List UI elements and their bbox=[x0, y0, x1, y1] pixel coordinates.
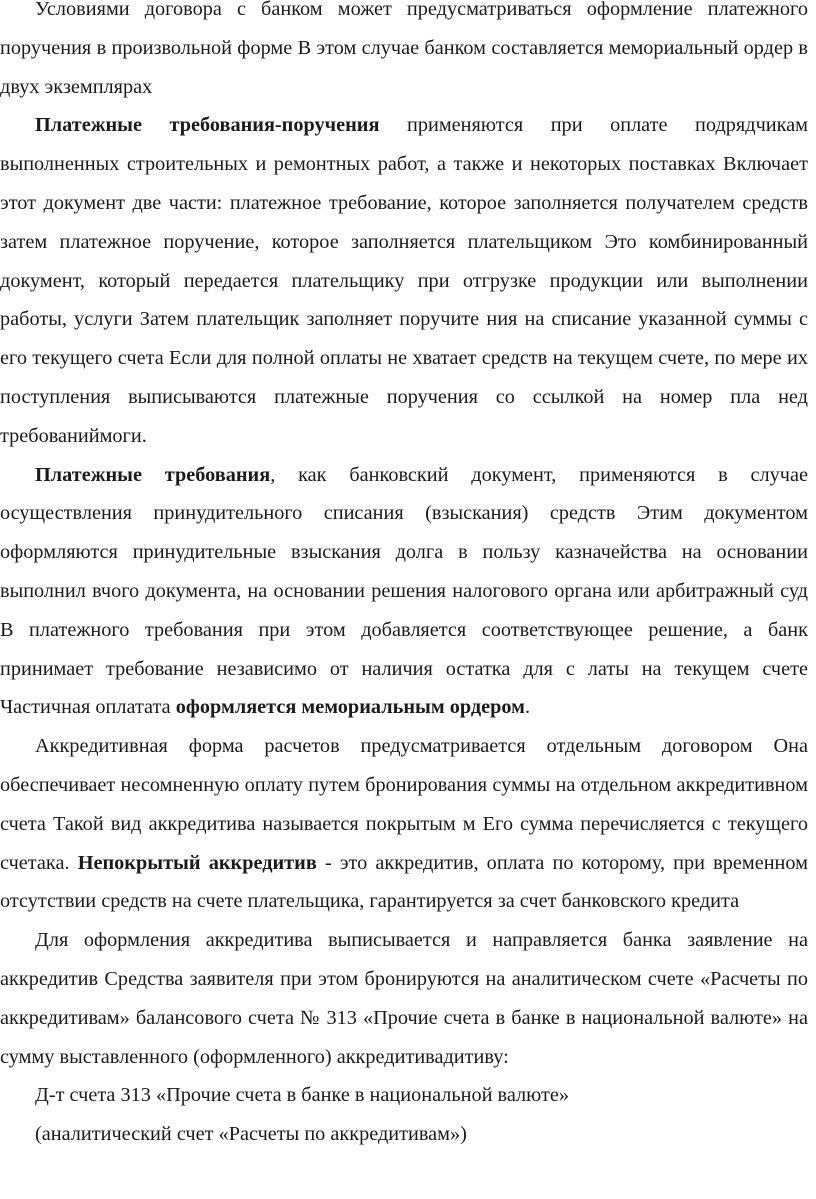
accounting-entry-debit bbox=[0, 1076, 808, 1115]
paragraph-text: Д-т счета 313 «Прочие счета в банке в национальной валюте» bbox=[35, 1084, 570, 1107]
paragraph-text: применяются при оплате подрядчикам выполненных строительных и ремонтных работ, а также и некоторых поставках Включает этот документ две части: платежное требование, которое заполняется получателем средств затем платежное поручение, которое заполняется плательщиком Это комбинированный документ, который передается плательщику при отгрузке продукции или выполнении работы, услуги Затем плательщик заполняет поручите ния на списание указанной суммы с его текущего счета Если для полной оплаты не хватает средств на текущем счете, по мере их поступления выписываются платежные поручения со ссылкой на номер пла нед требованиймоги. bbox=[0, 114, 809, 447]
paragraph-text: - это аккредитив, оплата по которому, при временном отсутствии средств на счете плательщика, гарантируется за счет банковского кредита bbox=[0, 851, 808, 913]
paragraph-text: , как банковский документ, применяются в случае осуществления принудительного списания (взыскания) средств Этим документом оформляются принудительные взыскания долга в пользу казначейства на основании выполнил вчого документа, на основании решения налогового органа или арбитражный суд В платежного требования при этом добавляется соответствующее решение, а банк принимает требование независимо от наличия остатка для с латы на текущем счете Частичная оплатата bbox=[0, 463, 808, 719]
term-payment-requests-orders: Платежные требования-поручения bbox=[35, 114, 380, 137]
term-payment-requests: Платежные требования bbox=[35, 463, 271, 486]
paragraph-text: Для оформления аккредитива выписывается и направляется банка заявление на аккредитив Средства заявителя при этом бронируются на аналитическом счете «Расчеты по аккредитивам» балансового счета № 313 «Прочие счета в банке в национальной валюте» на сумму выставленного (оформленного) аккредитивадитиву: bbox=[0, 929, 808, 1068]
term-memorial-order: оформляется мемориальным ордером bbox=[175, 696, 525, 719]
paragraph-payment-requests-orders bbox=[0, 106, 808, 455]
term-uncovered-letter-of-credit: Непокрытый аккредитив bbox=[77, 851, 317, 874]
paragraph-text: . bbox=[525, 696, 531, 719]
paragraph-text: Аккредитивная форма расчетов предусматривается отдельным договором Она обеспечивает несомненную оплату путем бронирования суммы на отдельном аккредитивном счета Такой вид аккредитива называется покрытым м Его сумма перечисляется с текущего счетака. bbox=[0, 735, 808, 874]
paragraph-text: (аналитический счет «Расчеты по аккредитивам») bbox=[35, 1123, 467, 1146]
paragraph-letter-of-credit bbox=[0, 727, 808, 921]
paragraph-text: Условиями договора с банком может предусматриваться оформление платежного поручения в произвольной форме В этом случае банком составляется мемориальный ордер в двух экземплярах bbox=[0, 0, 808, 98]
paragraph-memorial-order bbox=[0, 0, 808, 106]
accounting-entry-analytic-account bbox=[0, 1115, 808, 1154]
paragraph-payment-requests bbox=[0, 456, 808, 728]
paragraph-letter-of-credit-application bbox=[0, 921, 808, 1076]
